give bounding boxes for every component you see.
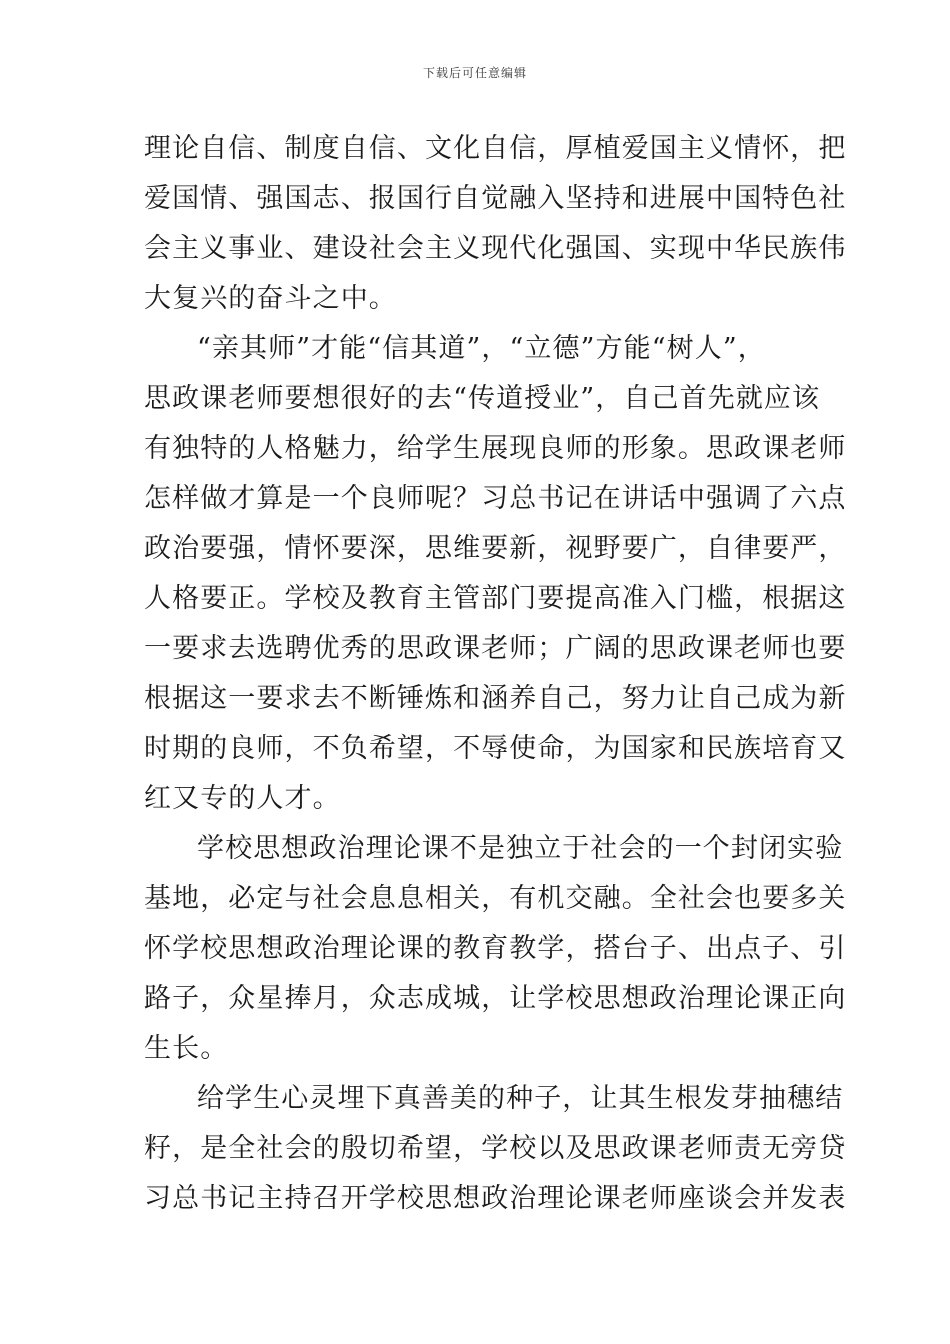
text-line: 政治要强，情怀要深，思维要新，视野要广，自律要严， [144,533,847,564]
text-line: 给学生心灵埋下真善美的种子，让其生根发芽抽穗结 [197,1083,844,1114]
text-line: 有独特的人格魅力，给学生展现良师的形象。思政课老师 [144,433,847,464]
text-line: 怎样做才算是一个良师呢？习总书记在讲话中强调了六点 [144,483,847,514]
text-line: 路子，众星捧月，众志成城，让学校思想政治理论课正向 [144,983,847,1014]
text-line: 根据这一要求去不断锤炼和涵养自己，努力让自己成为新 [144,683,847,714]
text-line: “亲其师”才能“信其道”，“立德”方能“树人”， [197,333,766,364]
text-line: 人格要正。学校及教育主管部门要提高准入门槛，根据这 [144,583,847,614]
text-line: 爱国情、强国志、报国行自觉融入坚持和进展中国特色社 [144,183,847,214]
text-line: 时期的良师，不负希望，不辱使命，为国家和民族培育又 [144,733,847,764]
text-line: 基地，必定与社会息息相关，有机交融。全社会也要多关 [144,883,847,914]
text-line: 学校思想政治理论课不是独立于社会的一个封闭实验 [197,833,844,864]
text-line: 籽，是全社会的殷切希望，学校以及思政课老师责无旁贷 [144,1133,847,1164]
text-line: 怀学校思想政治理论课的教育教学，搭台子、出点子、引 [144,933,847,964]
text-line: 一要求去选聘优秀的思政课老师；广阔的思政课老师也要 [144,633,847,664]
text-line: 理论自信、制度自信、文化自信，厚植爱国主义情怀，把 [144,133,847,164]
text-line: 思政课老师要想很好的去“传道授业”，自己首先就应该 [144,383,821,414]
text-line: 生长。 [144,1033,229,1064]
page-header: 下载后可任意编辑 [422,66,527,80]
text-line: 红又专的人才。 [144,783,341,814]
text-line: 大复兴的奋斗之中。 [144,283,397,314]
text-line: 会主义事业、建设社会主义现代化强国、实现中华民族伟 [144,233,847,264]
text-line: 习总书记主持召开学校思想政治理论课老师座谈会并发表 [144,1183,847,1214]
